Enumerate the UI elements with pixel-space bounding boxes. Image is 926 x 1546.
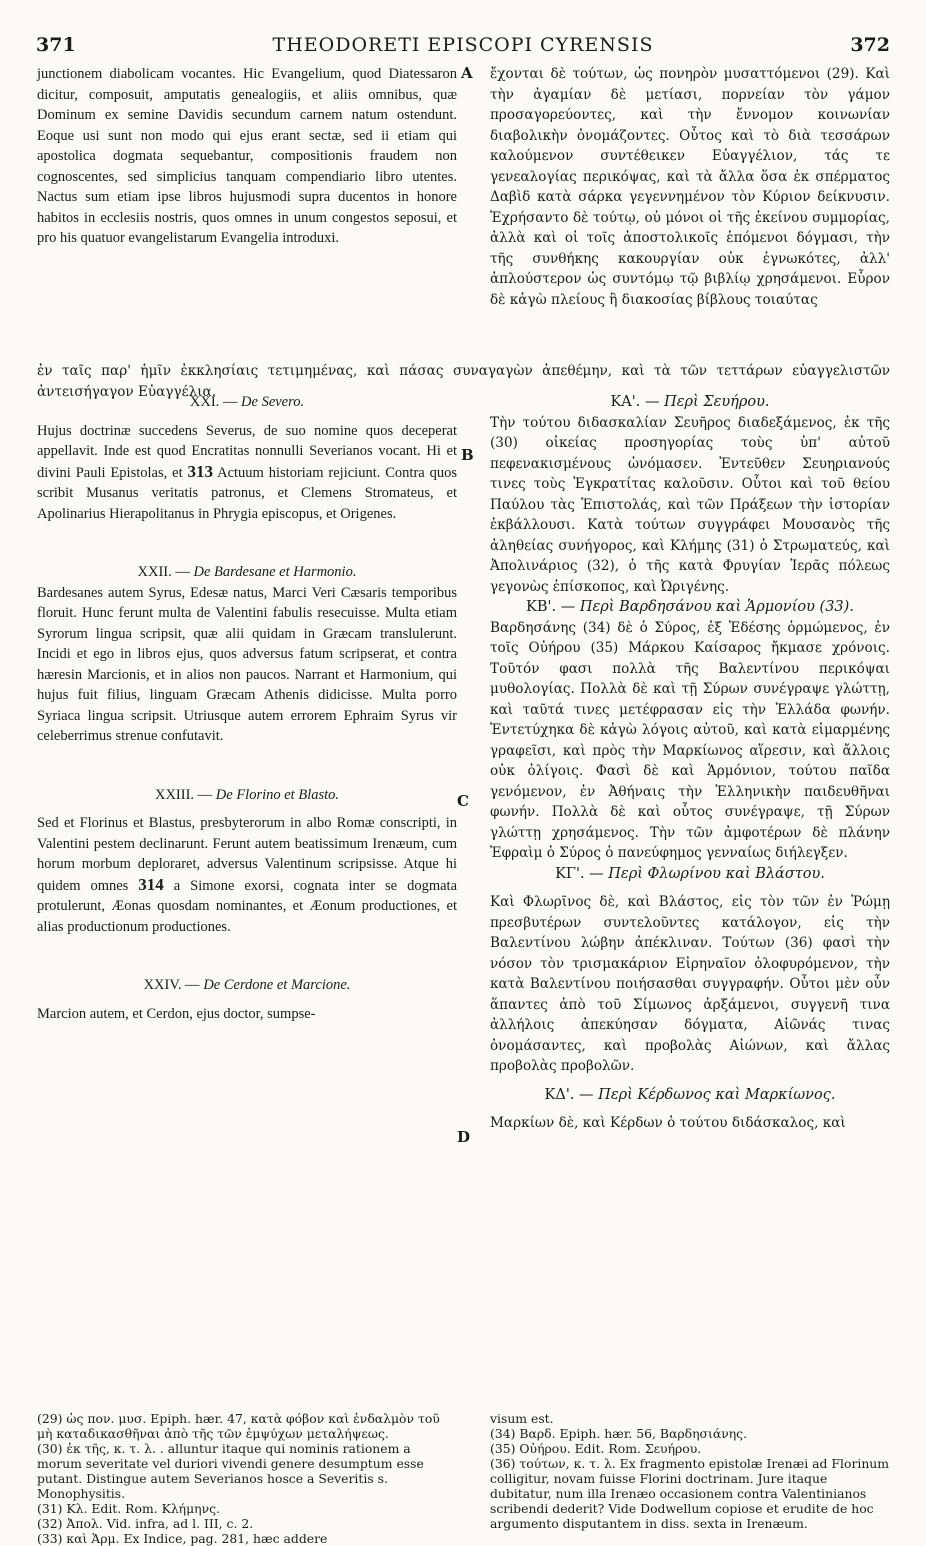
greek-column-top bbox=[490, 64, 890, 310]
footnote: (32) Ἀπολ. Vid. infra, ad l. III, c. 2. bbox=[37, 1516, 254, 1531]
section-title: Περὶ Βαρδησάνου καὶ Ἁρμονίου (33). bbox=[579, 599, 854, 615]
footnote: (35) Οὐήρου. Edit. Rom. Σευήρου. bbox=[490, 1441, 702, 1456]
section-heading-kb bbox=[490, 597, 890, 618]
footnotes-right bbox=[490, 1411, 890, 1531]
section-heading-kd bbox=[490, 1085, 890, 1106]
running-title: THEODORETI EPISCOPI CYRENSIS bbox=[272, 34, 654, 56]
section-title: De Bardesane et Harmonio. bbox=[193, 564, 357, 580]
latin-text: Actuum historiam rejiciunt. Contra quos scribit Musanus veritatis patronus, et Clemens Stromateus, et Apolinarius Hierapolitanus in Phrygia episcopus, et Origenes. bbox=[37, 464, 458, 522]
section-title: De Florino et Blasto. bbox=[215, 786, 340, 803]
section-heading-xxi bbox=[37, 392, 457, 413]
section-number: XXII. — bbox=[137, 564, 190, 580]
section-heading-ka bbox=[490, 392, 890, 413]
footnote: (30) ἐκ τῆς, κ. τ. λ. . alluntur itaque qui nominis rationem a morum severitate vel duriori vivendi genere desumptum esse putant. Distingue autem Severianos hosce a Severitis s. Monophysitis. bbox=[37, 1441, 424, 1501]
section-heading-xxiv bbox=[37, 975, 457, 996]
section-number: XXIII. — bbox=[154, 786, 213, 803]
section-title: Περὶ Σευήρου. bbox=[664, 394, 770, 410]
latin-text: a Simone exorsi, cognata inter se dogmata protulerunt, Æonas quosdam nominantes, et Æonum productiones, et alias productionum productiones. bbox=[37, 877, 458, 935]
latin-paragraph-marcion: Marcion autem, et Cerdon, ejus doctor, sumpse- bbox=[37, 1005, 316, 1022]
latin-paragraph-florinus bbox=[37, 813, 457, 937]
section-title: De Severo. bbox=[241, 394, 305, 410]
latin-column-top bbox=[37, 64, 457, 249]
latin-paragraph-severus bbox=[37, 421, 457, 525]
margin-letter-d: D bbox=[457, 1128, 471, 1146]
greek-paragraph-bardesanes: Βαρδησάνης (34) δὲ ὁ Σύρος, ἐξ Ἐδέσης ὁρμώμενος, ἐν τοῖς Οὐήρου (35) Μάρκου Καίσαρος ἤκμασε χρόνοις. Τοῦτόν φασι πολλὰ τῆς Βαλεντίνου περικόψαι μυθολογίας. Πολλὰ δὲ καὶ τῇ Σύρων συνέγραψε γλώττῃ, καὶ ταῦτά τινες μετέφρασαν εἰς τὴν Ἑλλάδα φωνήν. Ἐντετύχηκα δὲ κἀγὼ λόγοις αὐτοῦ, καὶ κατὰ εἱμαρμένης γραφεῖσι, καὶ πρὸς τὴν Μαρκίωνος αἵρεσιν, καὶ ἄλλοις οὐκ ὀλίγοις. Φασὶ δὲ καὶ Ἁρμόνιον, τούτου παῖδα γενόμενον, ἐν Ἀθήναις τὴν Ἑλληνικὴν παιδευθῆναι φωνήν. Πολλὰ δὲ καὶ οὗτος συνέγραψε, τῇ Σύρων γλώττῃ χρησάμενος. Τὴν τῶν ἀμφοτέρων δὲ πλάνην Ἐφραὶμ ὁ Σύρος ὁ πανεύφημος γενναίως διήλεγξεν. bbox=[490, 619, 890, 861]
greek-paragraph-intro: ἔχονται δὲ τούτων, ὡς πονηρὸν μυσαττόμενοι (29). Καὶ τὴν ἀγαμίαν δὲ μετίασι, πορνείαν τὸν γάμον προσαγορεύοντες, καὶ τὴν ἔννομον κοινωνίαν διαβολικὴν ὀνομάζοντες. Οὗτος καὶ τὸ διὰ τεσσάρων καλούμενον συντέθεικεν Εὐαγγέλιον, τάς τε γενεαλογίας περικόψας, καὶ τὰ ἄλλα ὅσα ἐκ σπέρματος Δαβὶδ κατὰ σάρκα γεγεννημένον τὸν Κύριον δείκνυσιν. Ἐχρήσαντο δὲ τούτῳ, οὐ μόνοι οἱ τῆς ἐκείνου συμμορίας, ἀλλὰ καὶ οἱ τοῖς ἀποστολικοῖς ἑπόμενοι δόγμασι, τὴν τῆς συνθήκης κακουργίαν οὐκ ἐγνωκότες, ἀλλ' ἁπλούστερον ὡς συντόμῳ τῷ βιβλίῳ χρησάμενοι. Εὗρον δὲ κἀγὼ πλείους ἢ διακοσίας βίβλους τοιαύτας bbox=[490, 66, 890, 308]
section-title: Περὶ Κέρδωνος καὶ Μαρκίωνος. bbox=[598, 1086, 836, 1103]
latin-paragraph-bardesanes: Bardesanes autem Syrus, Edesæ natus, Marci Veri Cæsaris temporibus floruit. Hunc ferunt multa de Valentini fabulis resecuisse. Multa etiam Syrorum lingua scripsit, quæ alii quidam in Græcam translulerunt. Incidi et ego in libros ejus, quos adversus fatum scripserat, et contra hæresin Marcionis, et in alios non paucos. Narrant et Harmonium, qui hujus fuit filius, linguam Græcam Athenis didicisse. Multa porro Syriaca lingua scripsit. Utriusque autem errorem Ephraim Syrus vir celeberrimus strenue confutavit. bbox=[37, 584, 457, 744]
section-heading-kg bbox=[490, 864, 890, 885]
right-page-number: 372 bbox=[850, 34, 890, 56]
section-number: XXIV. — bbox=[143, 977, 200, 993]
section-number: ΚΑ'. — bbox=[610, 394, 660, 410]
greek-paragraph-florinus: Καὶ Φλωρῖνος δὲ, καὶ Βλάστος, εἰς τὸν τῶν ἐν Ῥώμῃ πρεσβυτέρων συντελοῦντες κατάλογον, εἰς τὴν Βαλεντίνου λώβην ἀπέκλιναν. Τούτων (36) φασὶ τὴν νόσον τὸν τρισμακάριον Εἰρηναῖον ὀλοφυρόμενον, τὴν κατὰ Βαλεντίνου ποιήσασθαι συγγραφήν. Οὗτοι μὲν οὖν ἅπαντες ἀπὸ τοῦ Σίμωνος ἀρξάμενοι, συγγενῆ τινα ἀλλήλοις ἀπεκύησαν δόγματα, Αἰῶνάς τινας ὀνομάσαντες, καὶ προβολὰς Αἰώνων, καὶ ἄλλας προβολὰς προβολῶν. bbox=[490, 894, 890, 1074]
section-number: ΚΒ'. — bbox=[526, 599, 576, 615]
footnote: visum est. bbox=[490, 1411, 554, 1426]
section-number: ΚΓ'. — bbox=[555, 865, 604, 882]
spanning-greek-line: ἐν ταῖς παρ' ἡμῖν ἐκκλησίαις τετιμημένας, καὶ πάσας συναγαγὼν ἀπεθέμην, καὶ τὰ τῶν τεττάρων εὐαγγελιστῶν ἀντεισήγαγον Εὐαγγέλια. bbox=[37, 362, 890, 400]
column-number-313: 313 bbox=[187, 461, 214, 481]
footnote: (33) καὶ Ἁρμ. Ex Indice, pag. 281, hæc addere bbox=[37, 1531, 328, 1546]
greek-column-main bbox=[490, 392, 890, 1134]
footnote: (29) ὡς πον. μυσ. Epiph. hær. 47, κατὰ φόβον καὶ ἐνδαλμὸν τοῦ μὴ καταδικασθῆναι ἀπὸ τῆς τῶν ἐμψύχων μεταλήψεως. bbox=[37, 1411, 440, 1441]
left-page-number: 371 bbox=[36, 34, 76, 56]
section-number: ΚΔ'. — bbox=[544, 1086, 594, 1103]
latin-text: Sed et Florinus et Blastus, presbyterorum in albo Romæ conscripti, in Valentini pestem declinarunt. Ferunt autem beatissimum Irenæum, cum horum morbum deploraret, adversus Valentinum scripsisse. Atque hi quidem omnes bbox=[37, 815, 457, 894]
section-heading-xxiii bbox=[37, 785, 457, 806]
section-heading-xxii bbox=[37, 562, 457, 583]
latin-paragraph-intro: junctionem diabolicam vocantes. Hic Evangelium, quod Diatessaron dicitur, composuit, amputatis genealogiis, et aliis omnibus, quæ Dominum ex semine Davidis secundum carnem natum ostendunt. Eoque usi sunt non modo qui ejus erant sectæ, sed ii etiam qui apostolica dogmata sequebantur, compositionis fraudem non cognoscentes, sed simplicius tanquam compendiario libro utentes. Nactus sum etiam ipse libros hujusmodi supra ducentos in honore habitos in ecclesiis nostris, quos omnes in unum congestos seposui, et pro his quatuor evangelistarum Evangelia introduxi. bbox=[37, 66, 457, 246]
greek-paragraph-marcion: Μαρκίων δὲ, καὶ Κέρδων ὁ τούτου διδάσκαλος, καὶ bbox=[490, 1115, 846, 1131]
latin-column-main bbox=[37, 392, 457, 1024]
column-number-314: 314 bbox=[138, 874, 164, 894]
margin-letter-b: B bbox=[461, 446, 474, 464]
section-title: Περὶ Φλωρίνου καὶ Βλάστου. bbox=[608, 865, 825, 882]
greek-paragraph-severus: Τὴν τούτου διδασκαλίαν Σευῆρος διαδεξάμενος, ἐκ τῆς (30) οἰκείας προσηγορίας τοὺς ὑπ' αὐτοῦ πεφενακισμένους ὠνόμασεν. Ἐντεῦθεν Σευηριανούς τινες τοὺς Ἐγκρατίτας καλοῦσιν. Οὗτοι καὶ τοῦ θείου Παύλου τὰς Ἐπιστολάς, καὶ τῶν Πράξεων τὴν ἱστορίαν ἐκβάλλουσι. Κατὰ τούτων συγγράφει Μουσανὸς τῆς ἀληθείας συνήγορος, καὶ Κλήμης (31) ὁ Στρωματεύς, καὶ Ἀπολινάριος (32), ὁ τῆς κατὰ Φρυγίαν Ἱερᾶς πόλεως γεγονὼς ἐπίσκοπος, καὶ Ὠριγένης. bbox=[490, 414, 890, 595]
margin-letter-c: C bbox=[457, 792, 469, 810]
running-header bbox=[36, 34, 890, 64]
footnote: (34) Βαρδ. Epiph. hær. 56, Βαρδησιάνης. bbox=[490, 1426, 748, 1441]
margin-letter-a: A bbox=[461, 64, 473, 82]
footnotes-left bbox=[37, 1411, 457, 1546]
footnote: (36) τούτων, κ. τ. λ. Ex fragmento epistolæ Irenæi ad Florinum colligitur, novam fuisse Florini doctrinam. Jure itaque dubitatur, num illa Irenæo occasionem contra Valentinianos scribendi dederit? Vide Dodwellum copiose et erudite de hoc argumento disputantem in diss. sexta in Irenæum. bbox=[490, 1456, 890, 1531]
latin-text: Hujus doctrinæ succedens Severus, de suo nomine quos deceperat appellavit. Inde est quod Encratitas nonnulli Severianos vocant. Hi et divini Pauli Epistolas, et bbox=[37, 422, 457, 481]
section-number: XXI. — bbox=[189, 394, 238, 410]
section-title: De Cerdone et Marcione. bbox=[203, 977, 351, 993]
footnote: (31) Κλ. Edit. Rom. Κλήμηνς. bbox=[37, 1501, 220, 1516]
